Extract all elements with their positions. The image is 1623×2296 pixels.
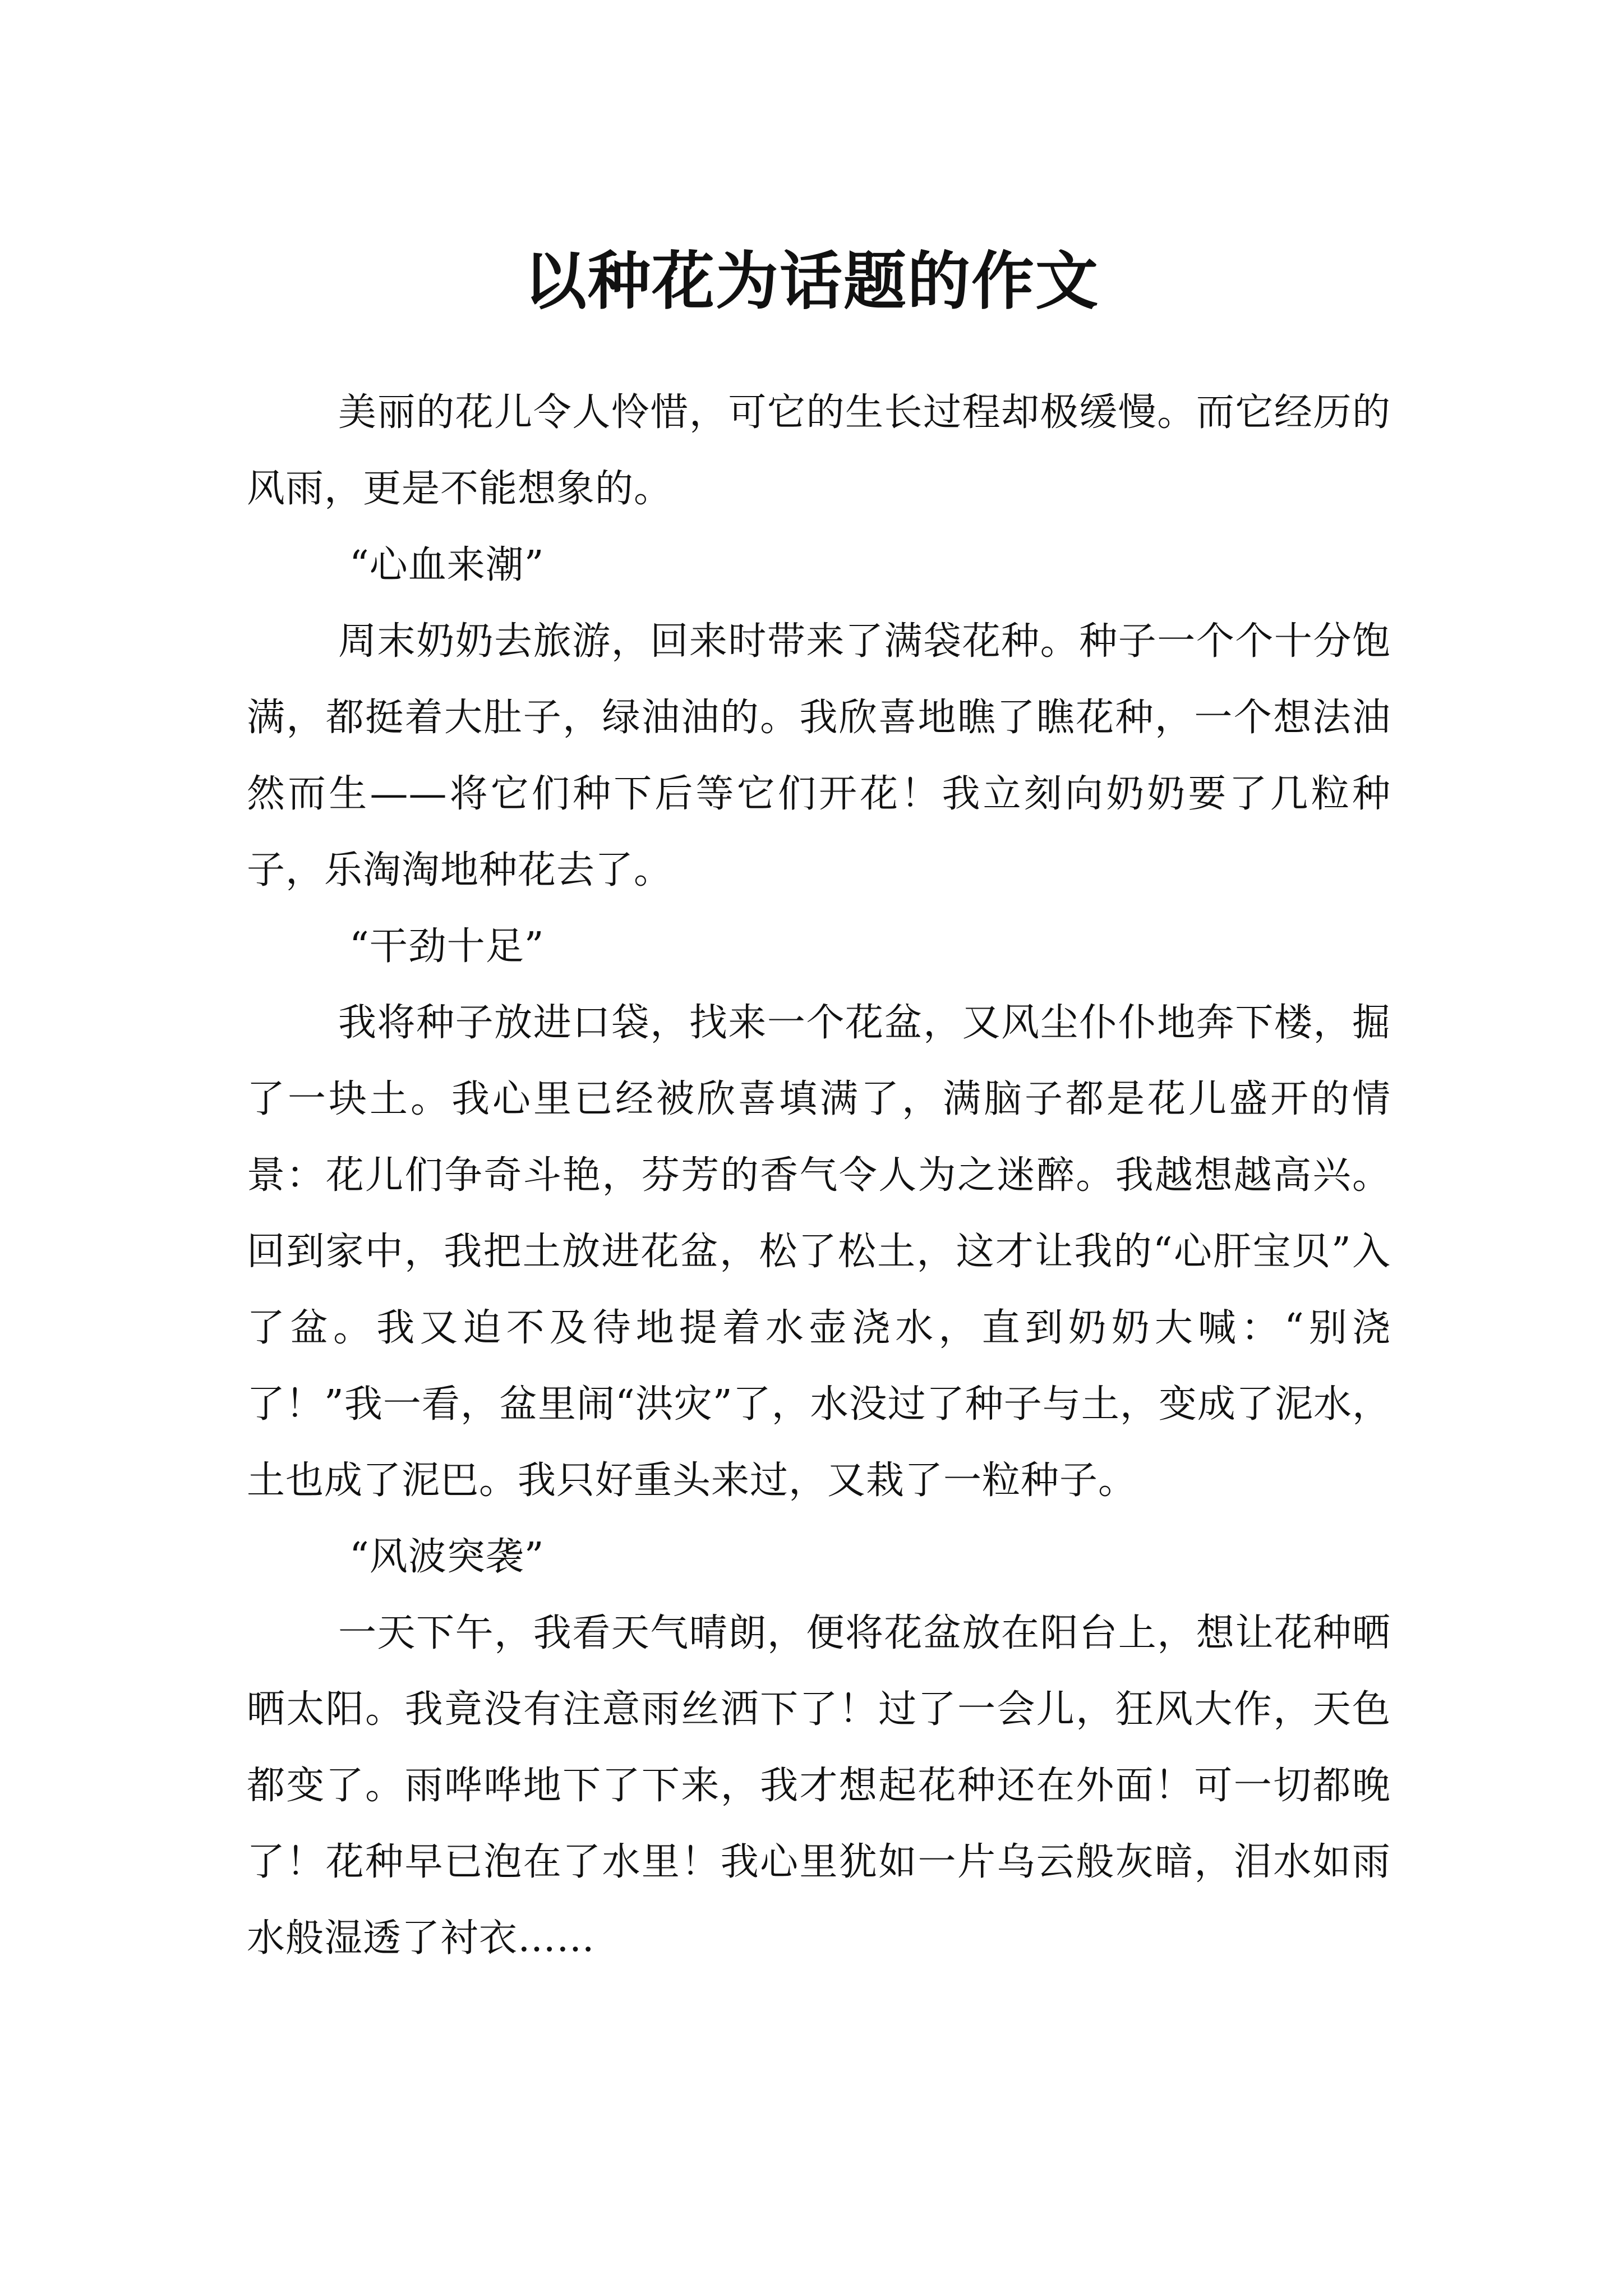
section-heading-2: “干劲十足”	[349, 924, 545, 969]
document-title: 以种花为话题的作文	[524, 245, 1099, 319]
section-heading-1: “心血来潮”	[349, 543, 545, 587]
section-heading-3: “风波突袭”	[349, 1535, 545, 1579]
paragraph-3: 一天下午，我看天气晴朗，便将花盆放在阳台上，想让花种晒晒太阳。我竟没有注意雨丝洒下了！过了一会儿，狂风大作，天色都变了。雨哗哗地下了下来，我才想起花种还在外面！可一切都晚了！花种早已泡在了水里！我心里犹如一片乌云般灰暗，泪水如雨水般湿透了衬衣……	[247, 1611, 1391, 1961]
paragraph-2: 我将种子放进口袋，找来一个花盆，又风尘仆仆地奔下楼，掘了一块土。我心里已经被欣喜填满了，满脑子都是花儿盛开的情景：花儿们争奇斗艳，芬芳的香气令人为之迷醉。我越想越高兴。回到家中，我把土放进花盆，松了松土，这才让我的“心肝宝贝”入了盆。我又迫不及待地提着水壶浇水，直到奶奶大喊：“别浇了！”我一看，盆里闹“洪灾”了，水没过了种子与土，变成了泥水，土也成了泥巴。我只好重头来过，又栽了一粒种子。	[247, 1001, 1391, 1503]
paragraph-1: 周末奶奶去旅游，回来时带来了满袋花种。种子一个个十分饱满，都挺着大肚子，绿油油的。我欣喜地瞧了瞧花种，一个想法油然而生——将它们种下后等它们开花！我立刻向奶奶要了几粒种子，乐淘淘地种花去了。	[247, 619, 1391, 892]
document-body	[247, 375, 1391, 1977]
paragraph-intro: 美丽的花儿令人怜惜，可它的生长过程却极缓慢。而它经历的风雨，更是不能想象的。	[247, 390, 1391, 511]
